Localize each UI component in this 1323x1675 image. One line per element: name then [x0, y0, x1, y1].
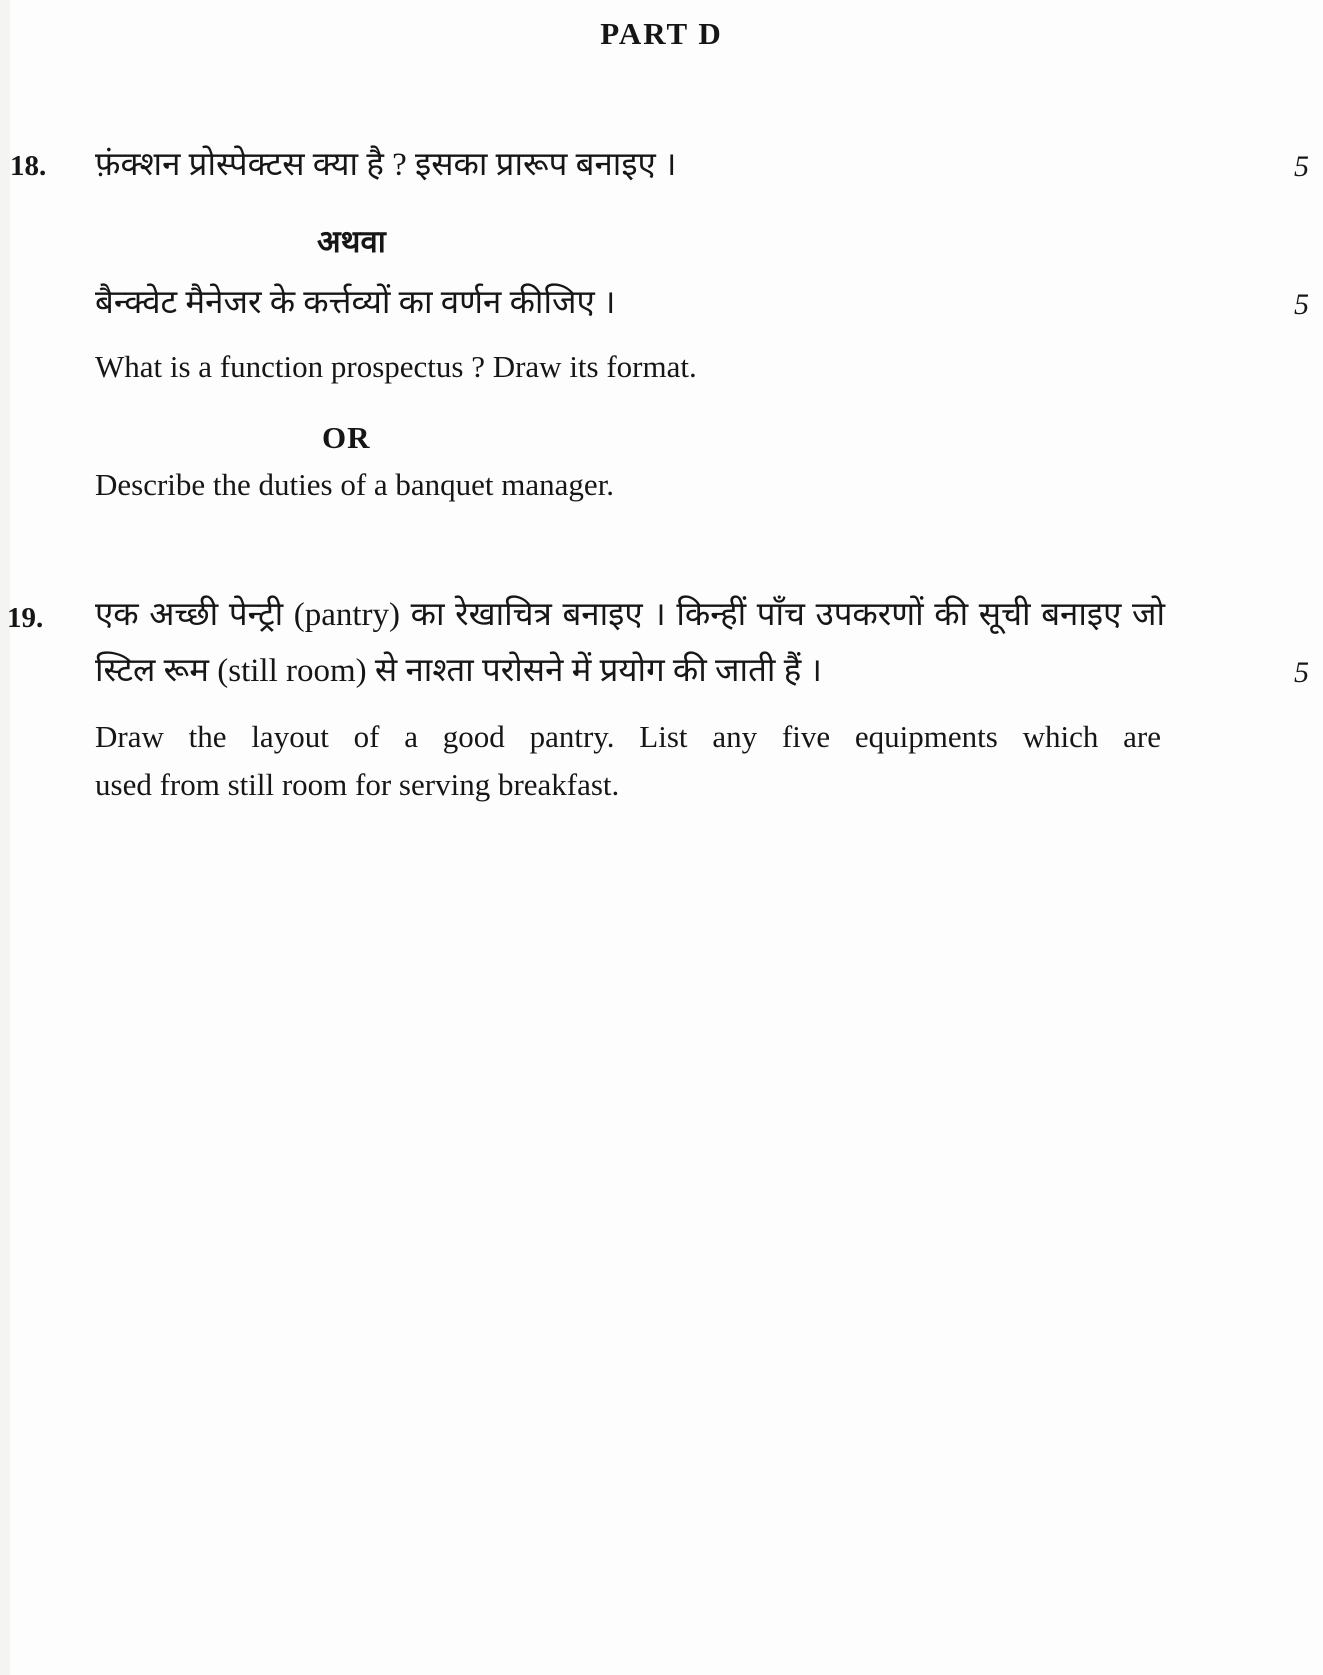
scan-edge-artifact — [0, 0, 10, 1675]
question-18-or-separator-hindi: अथवा — [317, 224, 386, 259]
question-18-marks: 5 — [1294, 150, 1309, 183]
question-19-number: 19. — [7, 602, 44, 634]
question-18-english-text: What is a function prospectus ? Draw its format. — [95, 349, 697, 384]
question-19-marks: 5 — [1294, 656, 1309, 689]
part-heading: PART D — [600, 16, 723, 51]
question-18-number: 18. — [10, 150, 47, 182]
question-18-or-separator-english: OR — [322, 420, 371, 455]
question-18-hindi-text: फ़ंक्शन प्रोस्पेक्टस क्या है ? इसका प्रारूप बनाइए । — [95, 147, 677, 183]
question-19-english-text-line1: Draw the layout of a good pantry. List any five equipments which are — [95, 719, 1161, 754]
question-18-hindi-alt-text: बैन्क्वेट मैनेजर के कर्त्तव्यों का वर्णन कीजिए । — [95, 285, 616, 321]
question-19-hindi-text-line2: स्टिल रूम (still room) से नाश्ता परोसने में प्रयोग की जाती हैं । — [95, 653, 822, 689]
question-19-hindi-text-line1: एक अच्छी पेन्ट्री (pantry) का रेखाचित्र बनाइए । किन्हीं पाँच उपकरणों की सूची बनाइए जो — [95, 597, 1165, 633]
question-18-alt-marks: 5 — [1294, 288, 1309, 321]
question-18-english-alt-text: Describe the duties of a banquet manager. — [95, 467, 615, 502]
question-19-english-text-line2: used from still room for serving breakfast. — [95, 767, 620, 802]
